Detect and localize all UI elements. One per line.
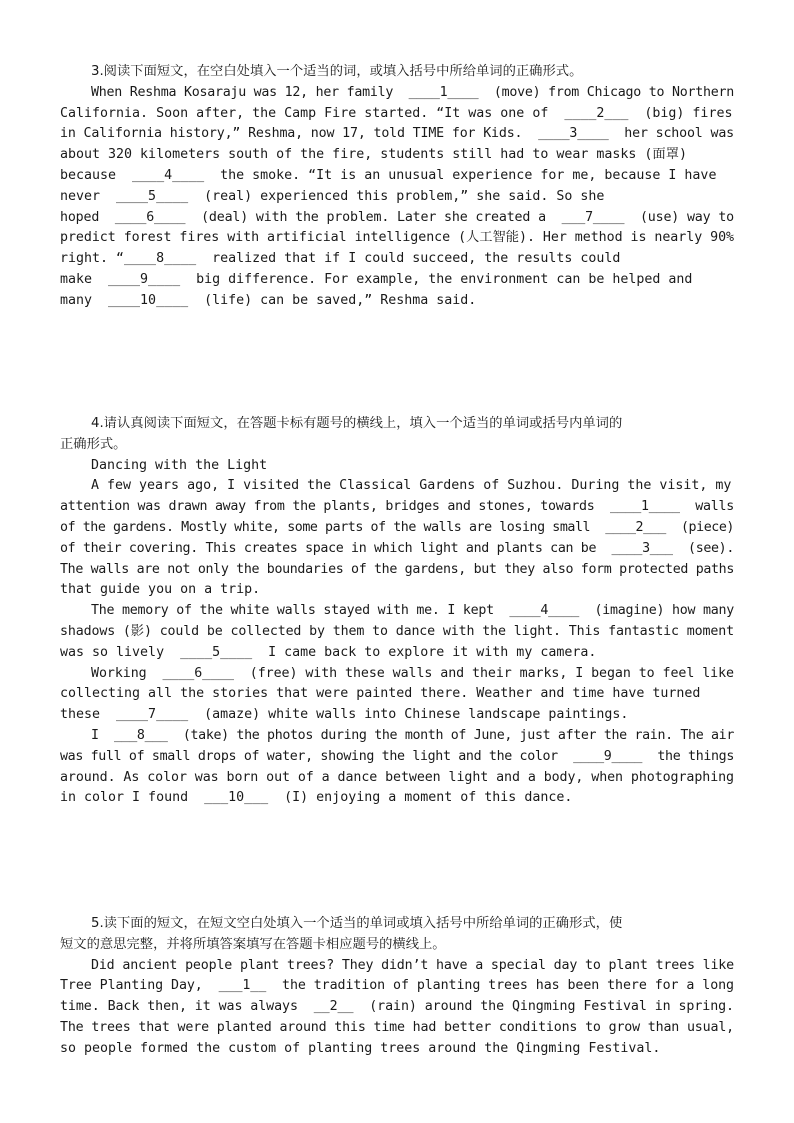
exercise-3-instruction: 3.阅读下面短文，在空白处填入一个适当的词，或填入括号中所给单词的正确形式。 [91, 64, 583, 79]
exercise-5 [60, 914, 734, 1060]
passage-line: The memory of the white walls stayed with me. I kept ____4____ (imagine) how many [91, 603, 734, 619]
passage-line: right. “____8____ realized that if I could succeed, the results could [60, 251, 621, 267]
passage-line: these ____7____ (amaze) white walls into Chinese landscape paintings. [60, 707, 629, 723]
passage-line: hoped ____6____ (deal) with the problem. Later she created a ___7____ (use) way to [60, 209, 734, 225]
passage-line: make ____9____ big difference. For example, the environment can be helped and [60, 271, 693, 287]
passage-line: California. Soon after, the Camp Fire started. “It was one of ____2___ (big) fires [60, 105, 733, 121]
passage-line: because ____4____ the smoke. “It is an unusual experience for me, because I have [60, 167, 717, 183]
exercise-4-instruction: 4.请认真阅读下面短文，在答题卡标有题号的横线上，填入一个适当的单词或括号内单词的 [91, 416, 623, 431]
passage-line: Did ancient people plant trees? They didn’t have a special day to plant trees like [91, 957, 734, 973]
passage-line: in California history,” Reshma, now 17, told TIME for Kids. ____3____ her school was [60, 126, 734, 142]
passage-line: of their covering. This creates space in which light and plants can be ____3___ (see). [60, 540, 734, 556]
passage-line: that guide you on a trip. [60, 582, 261, 598]
passage-line: in color I found ___10___ (I) enjoying a moment of this dance. [60, 790, 573, 806]
passage-line: shadows (影) could be collected by them to dance with the light. This fantastic moment [60, 623, 734, 639]
exercise-4 [60, 414, 734, 809]
passage-line: Working ____6____ (free) with these walls and their marks, I began to feel like [91, 665, 734, 681]
passage-line: predict forest fires with artificial intelligence (人工智能). Her method is nearly 90% [60, 230, 734, 246]
passage-line: was full of small drops of water, showing the light and the color ____9____ the things [60, 748, 734, 764]
passage-line: many ____10____ (life) can be saved,” Reshma said. [60, 292, 477, 308]
passage-title: Dancing with the Light [91, 457, 268, 473]
exercise-5-instruction-cont: 短文的意思完整，并将所填答案填写在答题卡相应题号的横线上。 [60, 936, 446, 952]
passage-line: The walls are not only the boundaries of the gardens, but they also form protected paths [60, 561, 734, 577]
exercise-3 [60, 62, 734, 312]
passage-line: When Reshma Kosaraju was 12, her family ____1____ (move) from Chicago to Northern [91, 84, 734, 100]
passage-line: around. As color was born out of a dance between light and a body, when photographing [60, 769, 734, 785]
passage-line: of the gardens. Mostly white, some parts of the walls are losing small ____2___ (piece) [60, 519, 734, 535]
passage-line: I ___8___ (take) the photos during the month of June, just after the rain. The air [91, 727, 734, 743]
passage-line: so people formed the custom of planting trees around the Qingming Festival. [60, 1040, 661, 1056]
exercise-4-instruction-cont: 正确形式。 [60, 436, 127, 452]
passage-line: The trees that were planted around this time had better conditions to grow than usual, [60, 1019, 734, 1035]
passage-line: was so lively ____5____ I came back to explore it with my camera. [60, 644, 597, 660]
passage-line: never ____5____ (real) experienced this problem,” she said. So she [60, 188, 605, 204]
exercise-5-instruction: 5.读下面的短文，在短文空白处填入一个适当的单词或填入括号中所给单词的正确形式，使 [91, 916, 623, 931]
passage-line: A few years ago, I visited the Classical Gardens of Suzhou. During the visit, my [91, 478, 732, 494]
passage-line: attention was drawn away from the plants, bridges and stones, towards ____1____ walls [60, 499, 734, 515]
passage-line: Tree Planting Day, ___1__ the tradition of planting trees has been there for a long [60, 978, 734, 994]
passage-line: collecting all the stories that were painted there. Weather and time have turned [60, 686, 701, 702]
passage-line: time. Back then, it was always __2__ (rain) around the Qingming Festival in spring. [60, 999, 734, 1015]
passage-line: about 320 kilometers south of the fire, students still had to wear masks (面罩) [60, 147, 687, 163]
